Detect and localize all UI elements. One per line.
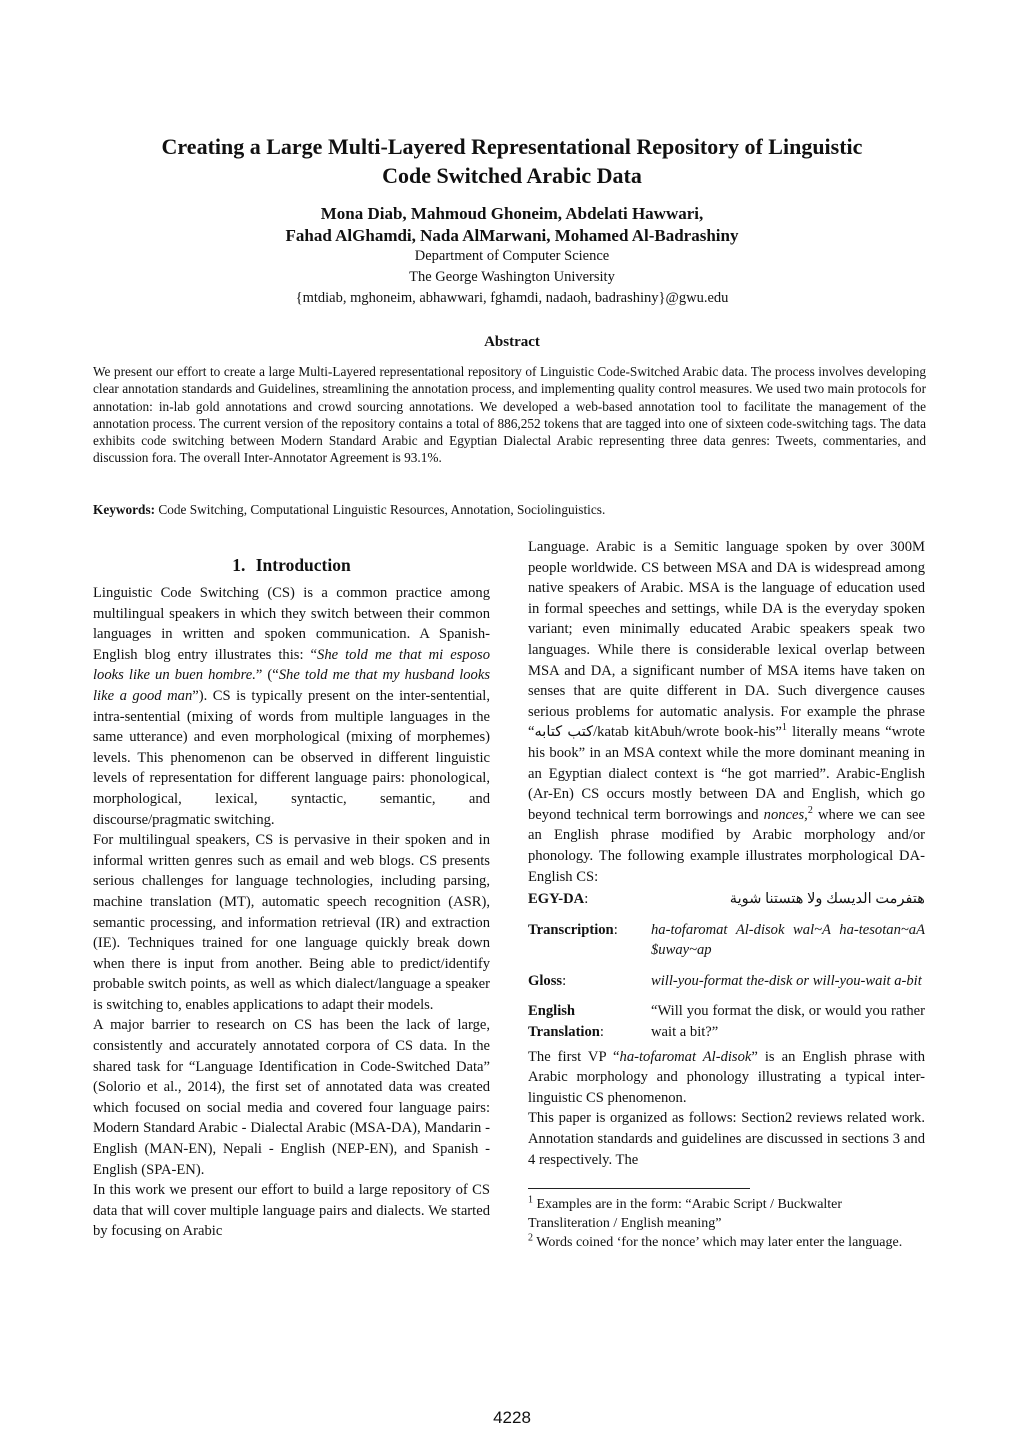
footnote-1 — [528, 1195, 925, 1233]
right-paragraph-1 — [528, 537, 925, 887]
footnote-2-number: 2 — [528, 1232, 533, 1244]
code-switch-example — [528, 889, 925, 1043]
egy-label-text: EGY-DA — [528, 891, 585, 908]
intro-p1-example: She told me that mi esposo looks like un buen hombre. — [93, 646, 490, 684]
title-line-1: Creating a Large Multi-Layered Representational Repository of Linguistic — [161, 134, 863, 159]
abstract-heading: Abstract — [484, 334, 540, 350]
right-paragraph-3: This paper is organized as follows: Section2 reviews related work. Annotation standards and guidelines are discussed in sections 3 and 4 respectively. The — [528, 1110, 925, 1168]
page-number: 4228 — [493, 1408, 531, 1427]
example-row-egy — [528, 889, 925, 910]
footnote-1-text: Examples are in the form: “Arabic Script / Buckwalter Transliteration / English meaning” — [528, 1197, 843, 1232]
right-p1-text-a: Language. Arabic is a Semitic language spoken by over 300M people worldwide. CS between MSA and DA is widespread among native speakers of Arabic. MSA is the language of education used in formal speeches and settings, while DA is the everyday spoken variant; even minimally educated Arabic speakers speak two languages. While there is considerable lexical overlap between MSA and DA, a significant number of MSA items have taken on senses that are quite different in DA. Such divergence causes serious problems for automatic analysis. For example the phrase “كتب كتابه/katab kitAbuh/wrote book-his” — [528, 539, 925, 741]
footnote-2 — [528, 1233, 925, 1252]
footnote-divider — [528, 1188, 750, 1189]
footnote-1-marker: 1 — [781, 722, 787, 734]
right-p2-text-b: ” is an English phrase with Arabic morphology and phonology illustrating a typical inter-linguistic CS phenomenon. — [528, 1048, 925, 1106]
english-colon: : — [599, 1024, 604, 1041]
egy-colon: : — [584, 891, 589, 908]
right-p1-text-c: where we can see an English phrase modified by Arabic morphology and/or phonology. The following example illustrates morphological DA-English CS: — [528, 806, 925, 885]
english-label-line-2: Translation — [528, 1024, 600, 1041]
keywords-label: Keywords: — [93, 502, 156, 517]
affiliation — [90, 246, 934, 309]
intro-paragraph-3: A major barrier to research on CS has been the lack of large, consistently and accurately annotated corpora of CS data. In the shared task for “Language Identification in Code-Switched Data” (Solorio et al., 2014), the first set of annotated data was created which focused on social media and covered four language pairs: Modern Standard Arabic - Dialectal Arabic (MSA-DA), Mandarin - English (MAN-EN), Nepali - English (NEP-EN), and Spanish - English (SPA-EN). — [93, 1017, 490, 1178]
author-emails: {mtdiab, mghoneim, abhawwari, fghamdi, nadaoh, badrashiny}@gwu.edu — [295, 290, 729, 306]
paper-title — [90, 132, 934, 190]
left-column — [93, 553, 490, 1242]
right-paragraph-2 — [528, 1047, 925, 1109]
keywords-text: Code Switching, Computational Linguistic Resources, Annotation, Sociolinguistics. — [158, 502, 606, 517]
intro-p1-text-a: Linguistic Code Switching (CS) is a common practice among multilingual speakers in which they switch between their common languages in written and spoken communication. A Spanish-English blog entry illustrates this: “ — [93, 585, 490, 663]
intro-paragraph-1 — [93, 583, 490, 830]
english-translation-text: “Will you format the disk, or would you rather wait a bit?” — [651, 1003, 925, 1041]
department: Department of Computer Science — [414, 248, 610, 264]
right-p1-text-b: literally means “wrote his book” in an MSA context while the more dominant meaning in an Egyptian dialect context is “he got married”. Arabic-English (Ar-En) CS occurs mostly between DA and English, which go beyond technical term borrowings and — [528, 724, 925, 823]
egy-arabic-text: هتفرمت الديسك ولا هتستنا شوية — [729, 891, 925, 908]
title-line-2: Code Switched Arabic Data — [382, 163, 642, 188]
example-row-gloss — [528, 971, 925, 992]
footnote-1-number: 1 — [528, 1194, 533, 1206]
gloss-label — [528, 971, 651, 992]
abstract-text: We present our effort to create a large Multi-Layered representational repository of Linguistic Code-Switched Arabic data. The process involves developing clear annotation standards and Guidelines, streamlining the annotation process, and implementing quality control measures. We used two main protocols for annotation: in-lab gold annotations and crowd sourcing annotations. We developed a web-based annotation tool to facilitate the management of the annotation process. The current version of the repository contains a total of 886,252 tokens that are tagged into one of sixteen code-switching tags. The data exhibits code switching between Modern Standard Arabic and Egyptian Dialectal Arabic representing three data genres: Tweets, commentaries, and discussion fora. The overall Inter-Annotator Agreement is 93.1%. — [93, 364, 926, 466]
transcription-label — [528, 920, 651, 961]
example-row-transcription — [528, 920, 925, 961]
author-list — [90, 203, 934, 247]
example-row-english — [528, 1001, 925, 1042]
transcription-colon: : — [613, 921, 618, 938]
gloss-colon: : — [562, 972, 567, 989]
gloss-label-text: Gloss — [528, 972, 563, 989]
intro-p1-text-b: ” (“ — [255, 667, 279, 684]
footnote-2-marker: 2 — [807, 804, 813, 816]
authors-line-1: Mona Diab, Mahmoud Ghoneim, Abdelati Hawwari, — [320, 204, 704, 223]
university: The George Washington University — [409, 269, 615, 285]
transcription-label-text: Transcription — [528, 921, 614, 938]
section-heading-introduction — [93, 553, 490, 577]
english-label-line-1: English — [528, 1003, 576, 1020]
right-column — [528, 537, 925, 1252]
section-number: 1. — [232, 555, 246, 575]
intro-paragraph-2: For multilingual speakers, CS is pervasive in their spoken and in informal written genres such as email and web blogs. CS presents serious challenges for language technologies, including parsing, machine translation (MT), automatic speech recognition (ASR), semantic processing, and information retrieval (IR) and extraction (IE). Techniques trained for one language quickly break down when there is input from another. Being able to predict/identify probable switch points, as well as which dialect/language a speaker is switching to, enables applications to adapt their models. — [93, 832, 490, 1013]
authors-line-2: Fahad AlGhamdi, Nada AlMarwani, Mohamed Al-Badrashiny — [285, 226, 739, 245]
section-title: Introduction — [255, 555, 351, 575]
intro-p1-translation: She told me that my husband looks like a good man — [93, 667, 490, 704]
footnote-2-text: Words coined ‘for the nonce’ which may later enter the language. — [533, 1235, 903, 1251]
transcription-text: ha-tofaromat Al-disok wal~A ha-tesotan~aA $uway~ap — [651, 921, 925, 959]
right-p2-text-a: The first VP “ — [528, 1048, 620, 1065]
right-p1-nonces: nonces, — [763, 806, 808, 823]
right-p2-phrase: ha-tofaromat Al-disok — [619, 1048, 752, 1065]
keywords — [93, 501, 926, 518]
intro-paragraph-4: In this work we present our effort to build a large repository of CS data that will cover multiple language pairs and dialects. We started by focusing on Arabic — [93, 1182, 490, 1240]
gloss-text: will-you-format the-disk or will-you-wait a-bit — [651, 972, 922, 989]
intro-p1-text-c: ”). CS is typically present on the inter-sentential, intra-sentential (mixing of words from multiple languages in the same utterance) and even morphological (mixing of morphemes) levels. This phenomenon can be observed in different linguistic levels of representation for different language pairs: phonological, morphological, lexical, syntactic, semantic, and discourse/pragmatic switching. — [93, 687, 490, 828]
english-translation-label — [528, 1001, 651, 1042]
egy-label — [528, 889, 651, 910]
